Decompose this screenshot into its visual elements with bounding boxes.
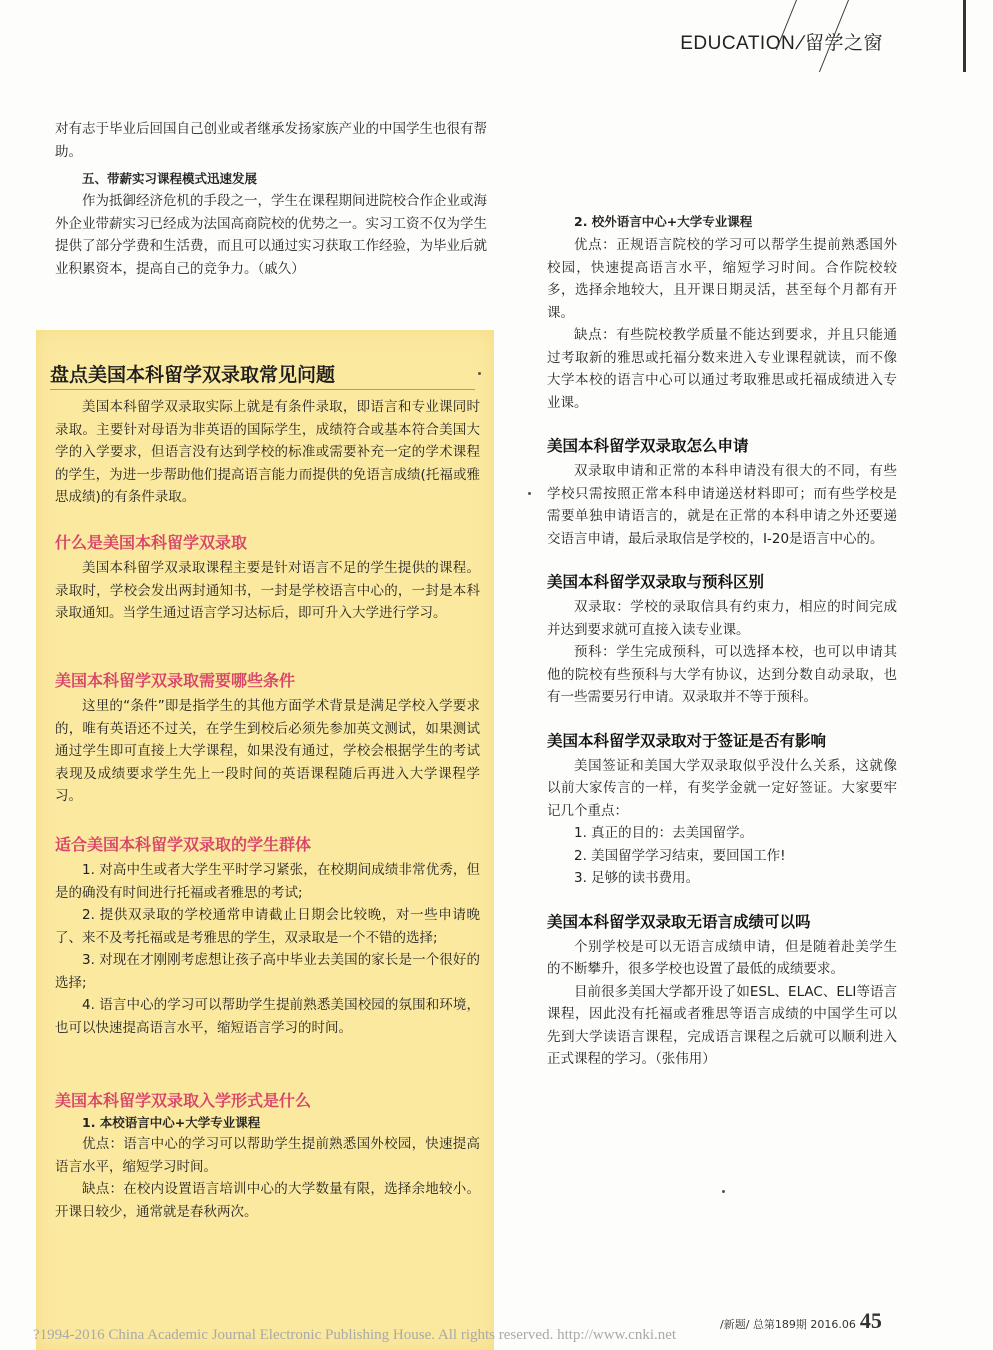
sidebar-intro: 美国本科留学双录取实际上就是有条件录取，即语言和专业课同时录取。主要针对母语为非英语的国际学生，成绩符合或基本符合美国大学的入学要求，但语言没有达到学校的标准或需要补充一定的学术课程的学生，为进一步帮助他们提高语言能力而提供的免语言成绩(托福或雅思成绩)的有条件录取。 — [55, 399, 480, 505]
section-heading: 美国本科留学双录取与预科区别 — [547, 573, 765, 591]
list-item: 1. 真正的目的：去美国留学。 — [574, 825, 754, 841]
article-subheading: 五、带薪实习课程模式迅速发展 — [82, 171, 258, 186]
section-body: 美国签证和美国大学双录取似乎没什么关系，这就像以前大家传言的一样，有奖学金就一定好签证。大家要牢记几个重点： — [547, 757, 897, 819]
section-heading: 美国本科留学双录取怎么申请 — [547, 437, 749, 455]
header-column-name: 留学之窗 — [804, 33, 883, 54]
section-heading: 美国本科留学双录取入学形式是什么 — [55, 1091, 312, 1110]
header-vertical-bar — [963, 0, 966, 72]
header-slash-divider: / — [793, 33, 807, 54]
section-body: 双录取申请和正常的本科申请没有很大的不同，有些学校只需按照正常本科申请递送材料即可；而有些学校是需要单独申请语言的，就是在正常的本科申请之外还要递交语言申请，最后录取信是学校的，I-20是语言中心的。 — [547, 463, 897, 547]
section-body: 这里的“条件”即是指学生的其他方面学术背景是满足学校入学要求的，唯有英语还不过关，在学生到校后必须先参加英文测试，如果测试通过学生即可直接上大学课程，如果没有通过，学校会根据学生的考试表现及成绩要求学生先上一段时间的英语课程随后再进入大学课程学习。 — [55, 698, 480, 804]
section-body: 预科：学生完成预科，可以选择本校，也可以申请其他的院校有些预科与大学有协议，达到分数自动录取，也有一些需要另行申请。双录取并不等于预科。 — [547, 644, 897, 705]
sidebar-section-4 — [55, 1088, 480, 1223]
page-number: 45 — [859, 1308, 882, 1333]
list-item: 4. 语言中心的学习可以帮助学生提前熟悉美国校园的氛围和环境，也可以快速提高语言水平，缩短语言学习的时间。 — [55, 997, 480, 1036]
left-top-article — [55, 118, 487, 280]
section-heading: 美国本科留学双录取需要哪些条件 — [55, 671, 296, 690]
list-item: 1. 对高中生或者大学生平时学习紧张，在校期间成绩非常优秀，但是的确没有时间进行托福或者雅思的考试; — [55, 862, 480, 901]
cnki-watermark: ?1994-2016 China Academic Journal Electronic Publishing House. All rights reserved. http://www.cnki.net — [33, 1327, 677, 1343]
section-heading: 美国本科留学双录取对于签证是否有影响 — [547, 731, 827, 750]
section-body: 优点：语言中心的学习可以帮助学生提前熟悉国外校园，快速提高语言水平，缩短学习时间。 — [55, 1136, 480, 1175]
sidebar-section-3 — [55, 832, 480, 1039]
section-body: 目前很多美国大学都开设了如ESL、ELAC、ELI等语言课程，因此没有托福或者雅思等语言成绩的中国学生可以先到大学读语言课程，完成语言课程之后就可以顺利进入正式课程的学习。（张伟用） — [547, 983, 897, 1067]
right-column — [547, 212, 897, 1071]
sidebar-section-1 — [55, 530, 480, 625]
section-body: 缺点：有些院校教学质量不能达到要求，并且只能通过考取新的雅思或托福分数来进入专业课程就读，而不像大学本校的语言中心可以通过考取雅思或托福成绩进入专业课。 — [547, 327, 897, 411]
sidebar-title: 盘点美国本科留学双录取常见问题 — [50, 360, 475, 390]
issue-info: /新题/ 总第189期 2016.06 — [720, 1318, 856, 1331]
section-subheading: 1. 本校语言中心+大学专业课程 — [82, 1115, 261, 1130]
list-item: 3. 足够的读书费用。 — [574, 870, 700, 886]
sidebar-intro-block — [55, 396, 480, 509]
section-body: 双录取：学校的录取信具有约束力，相应的时间完成并达到要求就可直接入读专业课。 — [547, 599, 897, 638]
section-body: 个别学校是可以无语言成绩申请，但是随着赴美学生的不断攀升，很多学校也设置了最低的成绩要求。 — [547, 938, 897, 977]
column-header — [680, 28, 883, 55]
section-heading: 什么是美国本科留学双录取 — [55, 533, 248, 552]
article-paragraph: 作为抵御经济危机的手段之一，学生在课程期间进院校合作企业或海外企业带薪实习已经成为法国高商院校的优势之一。实习工资不仅为学生提供了部分学费和生活费，而且可以通过实习获取工作经验，为毕业后就业积累资本，提高自己的竞争力。（戚久） — [55, 193, 487, 277]
list-item: 2. 美国留学学习结束，要回国工作! — [574, 847, 786, 864]
list-item: 3. 对现在才刚刚考虑想让孩子高中毕业去美国的家长是一个很好的选择; — [55, 952, 480, 991]
section-subheading: 2. 校外语言中心+大学专业课程 — [574, 214, 753, 229]
scan-speck — [722, 1190, 725, 1193]
sidebar-section-2 — [55, 668, 480, 808]
article-paragraph: 对有志于毕业后回国自己创业或者继承发扬家族产业的中国学生也很有帮助。 — [55, 121, 487, 160]
section-body: 美国本科留学双录取课程主要是针对语言不足的学生提供的课程。录取时，学校会发出两封通知书，一封是学校语言中心的，一封是本科录取通知。当学生通过语言学习达标后，即可升入大学进行学习。 — [55, 560, 480, 621]
section-heading: 适合美国本科留学双录取的学生群体 — [55, 835, 312, 854]
section-body: 优点：正规语言院校的学习可以帮学生提前熟悉国外校园，快速提高语言水平，缩短学习时间。合作院校较多，选择余地较大，且开课日期灵活，甚至每个月都有开课。 — [547, 237, 897, 321]
header-education: EDUCATION — [680, 33, 796, 54]
scan-speck — [528, 492, 531, 495]
page-footer — [720, 1308, 882, 1334]
scan-speck — [478, 372, 481, 375]
section-heading: 美国本科留学双录取无语言成绩可以吗 — [547, 912, 811, 931]
section-body: 缺点：在校内设置语言培训中心的大学数量有限，选择余地较小。开课日较少，通常就是春秋两次。 — [55, 1181, 480, 1220]
list-item: 2. 提供双录取的学校通常申请截止日期会比较晚，对一些申请晚了、来不及考托福或是考雅思的学生，双录取是一个不错的选择; — [55, 907, 480, 946]
